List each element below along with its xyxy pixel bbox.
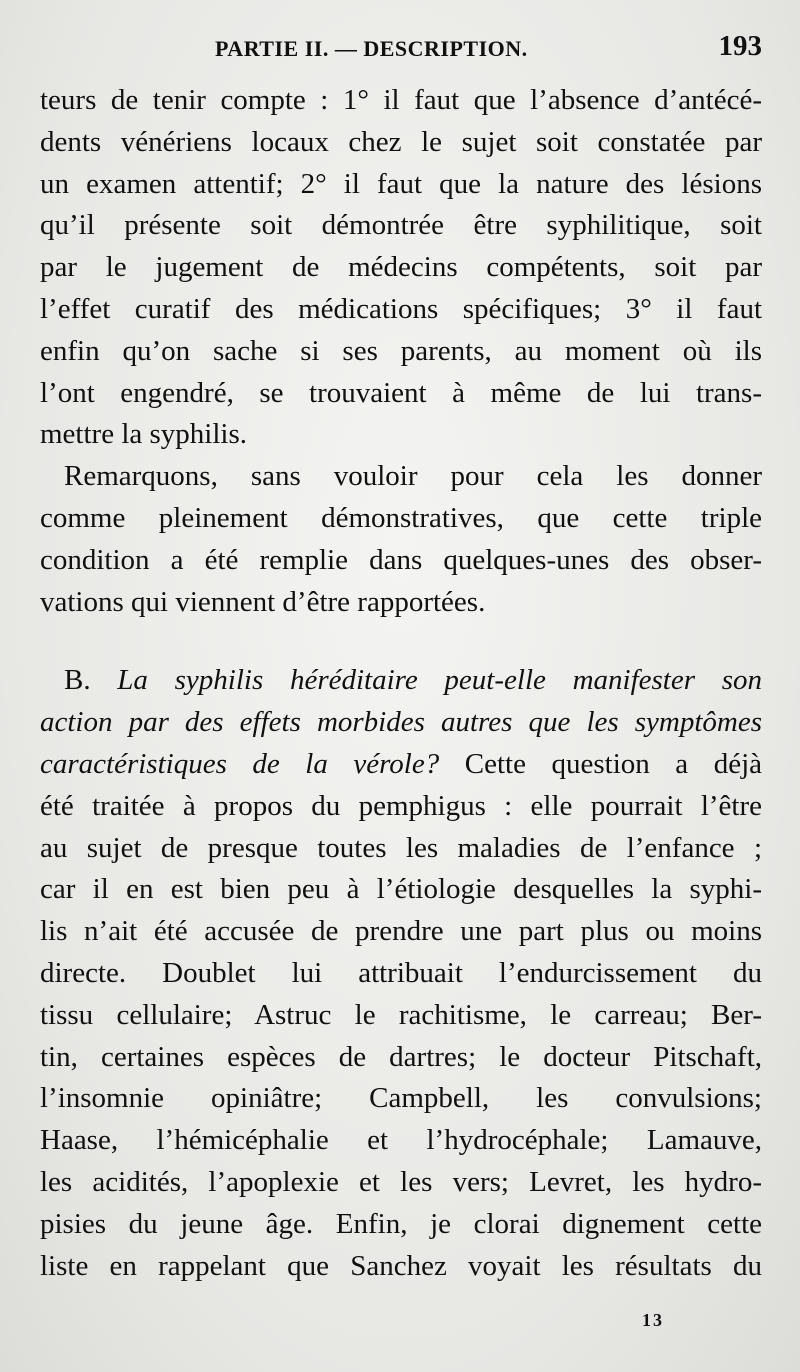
text-line: condition a été remplie dans quelques-unes des obser- bbox=[40, 543, 762, 576]
text-line: l’effet curatif des médications spécifiques; 3° il faut bbox=[40, 292, 762, 325]
text-line: action par des effets morbides autres que les symptômes bbox=[40, 706, 762, 739]
text-line bbox=[40, 660, 762, 702]
text-line bbox=[40, 744, 762, 786]
text-line: lis n’ait été accusée de prendre une part plus ou moins bbox=[40, 915, 762, 948]
text-line: l’insomnie opiniâtre; Campbell, les convulsions; bbox=[40, 1082, 762, 1115]
page-number: 193 bbox=[718, 30, 762, 62]
text-line: liste en rappelant que Sanchez voyait les résultats du bbox=[40, 1249, 762, 1282]
text-line: au sujet de presque toutes les maladies de l’enfance ; bbox=[40, 831, 762, 864]
text-line: mettre la syphilis. bbox=[40, 418, 247, 451]
text-line: tissu cellulaire; Astruc le rachitisme, le carreau; Ber- bbox=[40, 998, 762, 1031]
paragraph-3 bbox=[40, 660, 762, 1287]
text-line: un examen attentif; 2° il faut que la nature des lésions bbox=[40, 167, 762, 200]
text-line: par le jugement de médecins compétents, soit par bbox=[40, 251, 762, 284]
text-line: été traitée à propos du pemphigus : elle pourrait l’être bbox=[40, 789, 762, 822]
body-text bbox=[40, 80, 762, 1287]
running-head: PARTIE II. — DESCRIPTION. bbox=[215, 36, 528, 61]
text-line: teurs de tenir compte : 1° il faut que l’absence d’antécé- bbox=[40, 84, 762, 116]
text-line: Haase, l’hémicéphalie et l’hydrocéphale; Lamauve, bbox=[40, 1124, 762, 1157]
page-header bbox=[40, 30, 762, 70]
text-line: car il en est bien peu à l’étiologie desquelles la syphi- bbox=[40, 873, 762, 906]
text-line: qu’il présente soit démontrée être syphilitique, soit bbox=[40, 209, 762, 242]
paragraph-2 bbox=[40, 456, 762, 623]
text-line: vations qui viennent d’être rapportées. bbox=[40, 585, 486, 618]
text-line: les acidités, l’apoplexie et les vers; Levret, les hydro- bbox=[40, 1165, 762, 1198]
text-line: l’ont engendré, se trouvaient à même de lui trans- bbox=[40, 376, 762, 409]
signature-mark: 13 bbox=[642, 1310, 664, 1330]
text-line: Remarquons, sans vouloir pour cela les donner bbox=[64, 460, 762, 493]
paragraph-gap bbox=[40, 623, 762, 660]
text-line: comme pleinement démonstratives, que cette triple bbox=[40, 501, 762, 534]
section-label: B. bbox=[64, 664, 91, 697]
text-line: pisies du jeune âge. Enfin, je clorai dignement cette bbox=[40, 1207, 762, 1240]
paragraph-1 bbox=[40, 80, 762, 456]
text-line: directe. Doublet lui attribuait l’endurcissement du bbox=[40, 956, 762, 989]
section-question-end: caractéristiques de la vérole? bbox=[40, 747, 440, 780]
text-line: dents vénériens locaux chez le sujet soit constatée par bbox=[40, 125, 762, 158]
section-text: Cette question a déjà bbox=[464, 747, 762, 780]
text-line: enfin qu’on sache si ses parents, au moment où ils bbox=[40, 334, 762, 367]
text-line: tin, certaines espèces de dartres; le docteur Pitschaft, bbox=[40, 1040, 762, 1073]
section-question: La syphilis héréditaire peut-elle manifester son bbox=[117, 664, 762, 697]
